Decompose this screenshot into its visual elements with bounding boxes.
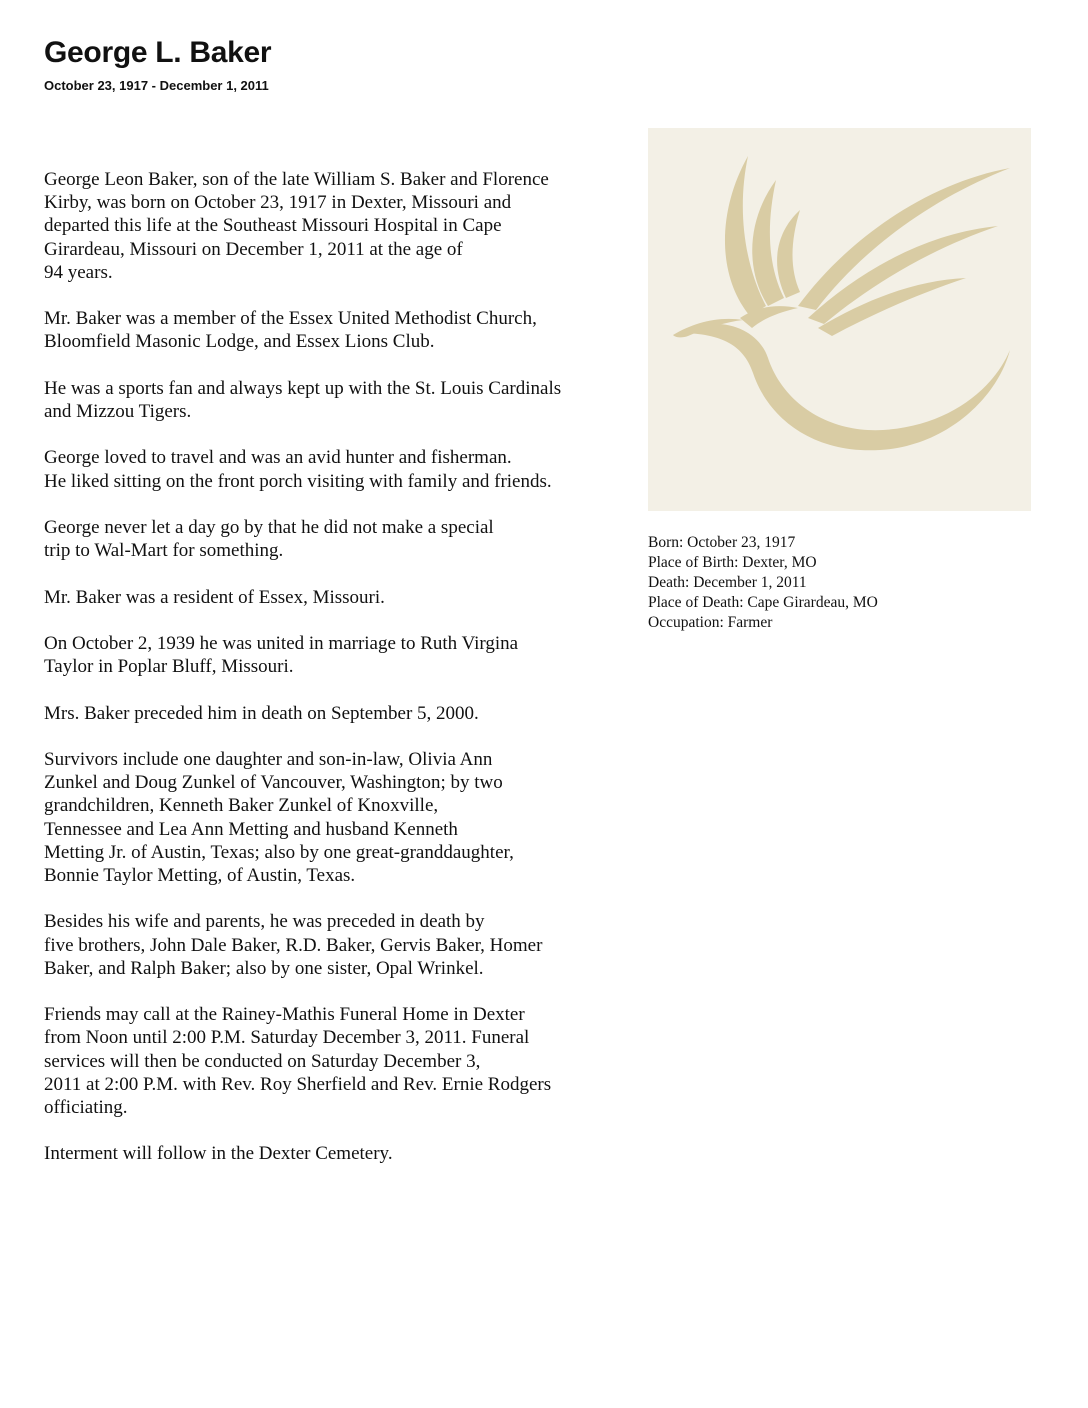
obituary-paragraph: Besides his wife and parents, he was preceded in death by five brothers, John Dale Baker, R.D. Baker, Gervis Baker, Homer Baker, and Ralph Baker; also by one sister, Opal Wrinkel. bbox=[44, 911, 543, 979]
occupation: Occupation: Farmer bbox=[648, 614, 773, 631]
obituary-paragraph: Survivors include one daughter and son-in-law, Olivia Ann Zunkel and Doug Zunkel of Vancouver, Washington; by two grandchildren, Kenneth Baker Zunkel of Knoxville, Tennessee and Lea Ann Metting and husband Kenneth Metting Jr. of Austin, Texas; also by one great-granddaughter, Bonnie Taylor Metting, of Austin, Texas. bbox=[44, 748, 514, 886]
death-date: Death: December 1, 2011 bbox=[648, 574, 807, 591]
born-date: Born: October 23, 1917 bbox=[648, 534, 796, 551]
dove-icon bbox=[648, 128, 1031, 511]
obituary-paragraph: George Leon Baker, son of the late William S. Baker and Florence Kirby, was born on October 23, 1917 in Dexter, Missouri and departed this life at the Southeast Missouri Hospital in Cape Girardeau, Missouri on December 1, 2011 at the age of 94 years. bbox=[44, 169, 549, 283]
dove-image bbox=[648, 128, 1031, 511]
obituary-paragraph: George loved to travel and was an avid hunter and fisherman. He liked sitting on the front porch visiting with family and friends. bbox=[44, 447, 552, 492]
obituary-paragraph: Mr. Baker was a member of the Essex United Methodist Church, Bloomfield Masonic Lodge, and Essex Lions Club. bbox=[44, 308, 537, 353]
life-dates: October 23, 1917 - December 1, 2011 bbox=[44, 78, 269, 93]
obituary-text bbox=[44, 168, 644, 1189]
obituary-paragraph: Friends may call at the Rainey-Mathis Funeral Home in Dexter from Noon until 2:00 P.M. Saturday December 3, 2011. Funeral services will then be conducted on Saturday December 3, 2011 at 2:00 P.M. with Rev. Roy Sherfield and Rev. Ernie Rodgers officiating. bbox=[44, 1004, 552, 1118]
obituary-paragraph: Mr. Baker was a resident of Essex, Missouri. bbox=[44, 586, 385, 608]
obituary-paragraph: Mrs. Baker preceded him in death on September 5, 2000. bbox=[44, 702, 479, 724]
obituary-paragraph: He was a sports fan and always kept up with the St. Louis Cardinals and Mizzou Tigers. bbox=[44, 377, 562, 422]
place-of-birth: Place of Birth: Dexter, MO bbox=[648, 554, 817, 571]
vital-facts bbox=[648, 533, 1048, 633]
page-title: George L. Baker bbox=[44, 36, 272, 69]
obituary-paragraph: Interment will follow in the Dexter Cemetery. bbox=[44, 1143, 393, 1165]
obituary-paragraph: On October 2, 1939 he was united in marriage to Ruth Virgina Taylor in Poplar Bluff, Missouri. bbox=[44, 632, 519, 678]
place-of-death: Place of Death: Cape Girardeau, MO bbox=[648, 594, 878, 611]
obituary-paragraph: George never let a day go by that he did not make a special trip to Wal-Mart for something. bbox=[44, 516, 494, 562]
